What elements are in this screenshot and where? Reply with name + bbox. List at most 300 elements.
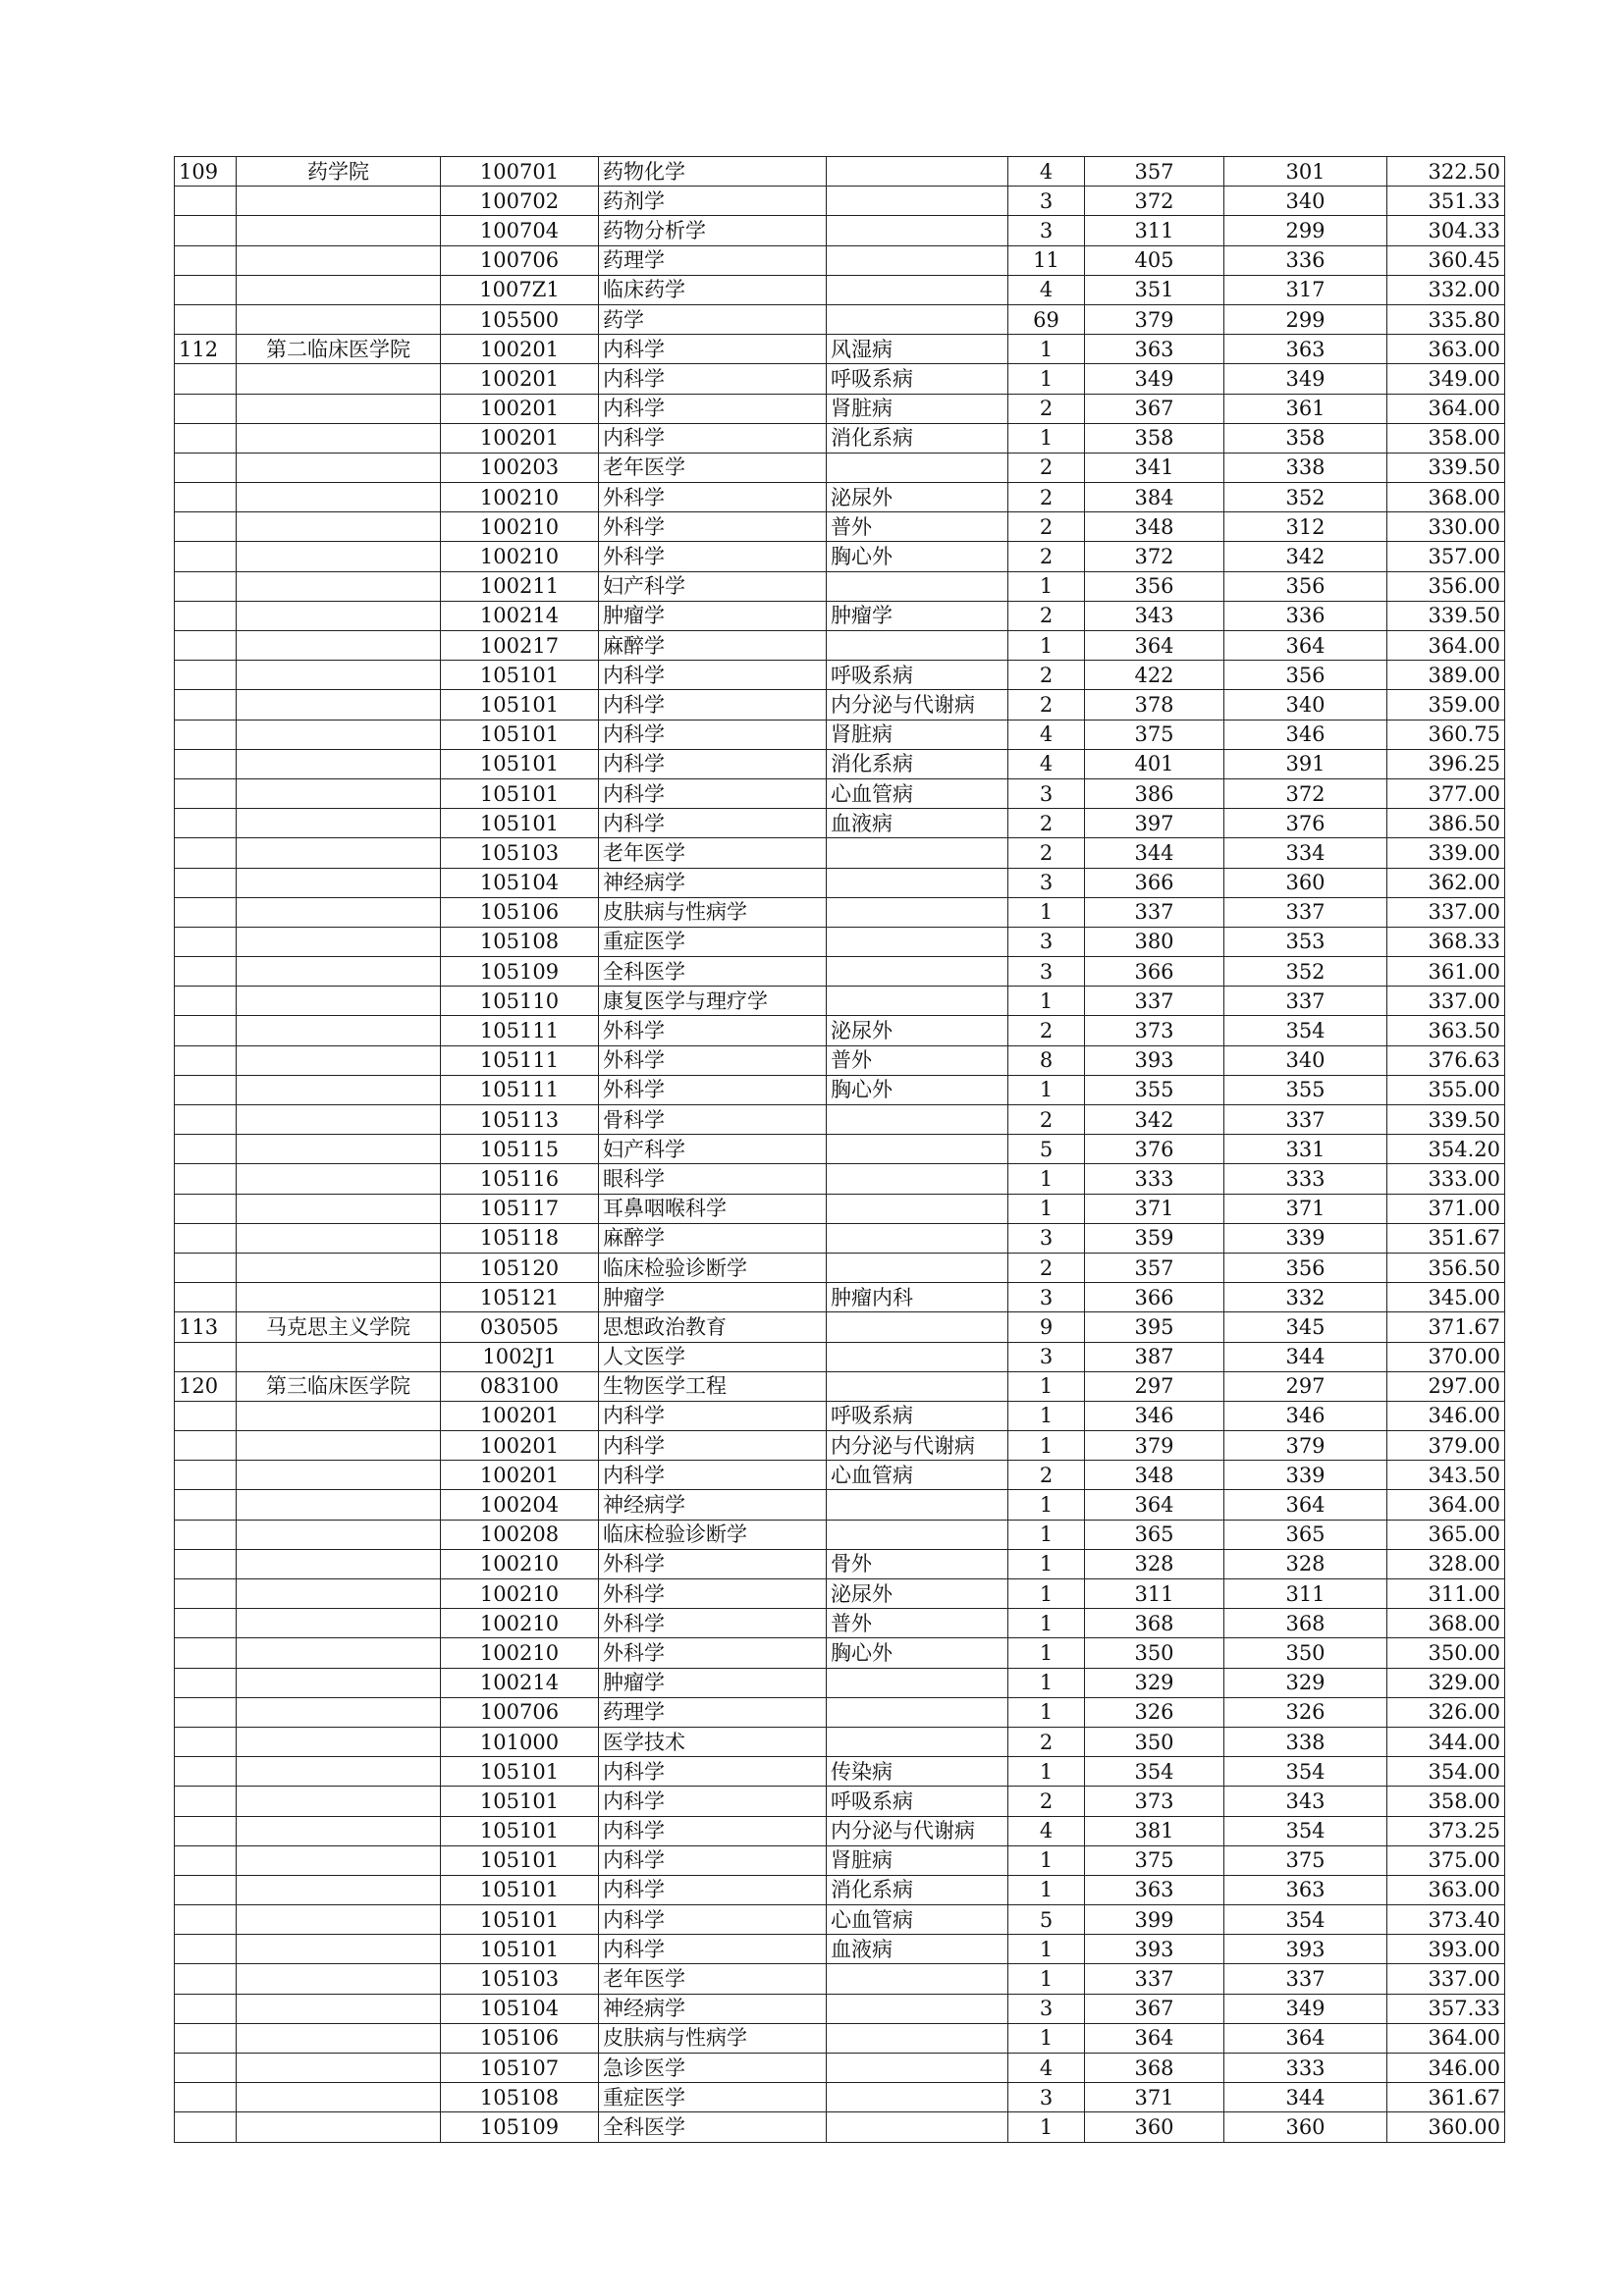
college-name-cell bbox=[237, 216, 441, 245]
min-score-cell: 337 bbox=[1224, 987, 1387, 1016]
college-code-cell bbox=[175, 304, 237, 334]
max-score-cell: 422 bbox=[1085, 661, 1224, 690]
max-score-cell: 376 bbox=[1085, 1135, 1224, 1164]
college-code-cell bbox=[175, 720, 237, 749]
college-code-cell bbox=[175, 749, 237, 778]
table-row bbox=[175, 1490, 1505, 1520]
major-code-cell: 105101 bbox=[441, 1935, 599, 1964]
major-code-cell: 105101 bbox=[441, 661, 599, 690]
table-row bbox=[175, 1935, 1505, 1964]
college-code-cell bbox=[175, 778, 237, 808]
major-code-cell: 100214 bbox=[441, 601, 599, 630]
max-score-cell: 368 bbox=[1085, 1609, 1224, 1638]
average-score-cell: 329.00 bbox=[1387, 1668, 1505, 1697]
major-name-cell: 内科学 bbox=[599, 335, 827, 364]
research-direction-cell bbox=[827, 1105, 1008, 1135]
major-name-cell: 妇产科学 bbox=[599, 1135, 827, 1164]
research-direction-cell bbox=[827, 987, 1008, 1016]
research-direction-cell bbox=[827, 897, 1008, 927]
college-name-cell bbox=[237, 631, 441, 661]
admitted-count-cell: 3 bbox=[1008, 1223, 1085, 1253]
college-code-cell bbox=[175, 2083, 237, 2112]
college-code-cell bbox=[175, 1697, 237, 1727]
table-row bbox=[175, 1461, 1505, 1490]
major-code-cell: 105101 bbox=[441, 749, 599, 778]
table-row bbox=[175, 1727, 1505, 1756]
research-direction-cell: 风湿病 bbox=[827, 335, 1008, 364]
college-name-cell bbox=[237, 1283, 441, 1312]
major-name-cell: 老年医学 bbox=[599, 1964, 827, 1994]
table-row bbox=[175, 245, 1505, 275]
major-name-cell: 内科学 bbox=[599, 778, 827, 808]
college-name-cell bbox=[237, 720, 441, 749]
major-name-cell: 重症医学 bbox=[599, 2083, 827, 2112]
major-code-cell: 105120 bbox=[441, 1253, 599, 1282]
table-row bbox=[175, 897, 1505, 927]
major-name-cell: 临床药学 bbox=[599, 275, 827, 304]
college-code-cell bbox=[175, 1223, 237, 1253]
admitted-count-cell: 1 bbox=[1008, 1579, 1085, 1609]
average-score-cell: 356.00 bbox=[1387, 571, 1505, 601]
college-name-cell bbox=[237, 1697, 441, 1727]
major-name-cell: 药物化学 bbox=[599, 157, 827, 187]
table-row bbox=[175, 364, 1505, 394]
research-direction-cell: 肾脏病 bbox=[827, 720, 1008, 749]
college-code-cell bbox=[175, 2054, 237, 2083]
admitted-count-cell: 2 bbox=[1008, 1787, 1085, 1816]
average-score-cell: 373.25 bbox=[1387, 1816, 1505, 1845]
average-score-cell: 362.00 bbox=[1387, 868, 1505, 897]
max-score-cell: 360 bbox=[1085, 2112, 1224, 2142]
max-score-cell: 378 bbox=[1085, 690, 1224, 720]
research-direction-cell bbox=[827, 275, 1008, 304]
college-code-cell bbox=[175, 1935, 237, 1964]
major-name-cell: 皮肤病与性病学 bbox=[599, 897, 827, 927]
major-name-cell: 生物医学工程 bbox=[599, 1371, 827, 1401]
min-score-cell: 346 bbox=[1224, 720, 1387, 749]
research-direction-cell: 呼吸系病 bbox=[827, 1787, 1008, 1816]
research-direction-cell: 胸心外 bbox=[827, 1075, 1008, 1104]
college-code-cell bbox=[175, 187, 237, 216]
major-name-cell: 内科学 bbox=[599, 394, 827, 423]
max-score-cell: 363 bbox=[1085, 335, 1224, 364]
college-code-cell: 113 bbox=[175, 1312, 237, 1342]
college-code-cell bbox=[175, 1490, 237, 1520]
admitted-count-cell: 1 bbox=[1008, 1549, 1085, 1578]
average-score-cell: 337.00 bbox=[1387, 897, 1505, 927]
research-direction-cell bbox=[827, 838, 1008, 868]
admitted-count-cell: 69 bbox=[1008, 304, 1085, 334]
major-code-cell: 100702 bbox=[441, 187, 599, 216]
research-direction-cell: 泌尿外 bbox=[827, 483, 1008, 512]
college-code-cell bbox=[175, 661, 237, 690]
table-row bbox=[175, 720, 1505, 749]
college-name-cell bbox=[237, 1431, 441, 1461]
research-direction-cell: 内分泌与代谢病 bbox=[827, 690, 1008, 720]
college-code-cell bbox=[175, 1520, 237, 1549]
average-score-cell: 376.63 bbox=[1387, 1045, 1505, 1075]
min-score-cell: 344 bbox=[1224, 2083, 1387, 2112]
min-score-cell: 331 bbox=[1224, 1135, 1387, 1164]
min-score-cell: 326 bbox=[1224, 1697, 1387, 1727]
research-direction-cell: 泌尿外 bbox=[827, 1579, 1008, 1609]
college-name-cell bbox=[237, 275, 441, 304]
admitted-count-cell: 3 bbox=[1008, 1283, 1085, 1312]
admitted-count-cell: 2 bbox=[1008, 542, 1085, 571]
min-score-cell: 371 bbox=[1224, 1194, 1387, 1223]
college-name-cell bbox=[237, 749, 441, 778]
college-name-cell bbox=[237, 1549, 441, 1578]
research-direction-cell bbox=[827, 1223, 1008, 1253]
research-direction-cell bbox=[827, 1994, 1008, 2023]
major-name-cell: 全科医学 bbox=[599, 2112, 827, 2142]
min-score-cell: 350 bbox=[1224, 1638, 1387, 1668]
major-name-cell: 临床检验诊断学 bbox=[599, 1520, 827, 1549]
admitted-count-cell: 1 bbox=[1008, 987, 1085, 1016]
average-score-cell: 346.00 bbox=[1387, 1401, 1505, 1430]
average-score-cell: 364.00 bbox=[1387, 1490, 1505, 1520]
research-direction-cell: 骨外 bbox=[827, 1549, 1008, 1578]
average-score-cell: 339.00 bbox=[1387, 838, 1505, 868]
college-code-cell bbox=[175, 1461, 237, 1490]
average-score-cell: 346.00 bbox=[1387, 2054, 1505, 2083]
research-direction-cell: 血液病 bbox=[827, 809, 1008, 838]
average-score-cell: 349.00 bbox=[1387, 364, 1505, 394]
college-name-cell bbox=[237, 1964, 441, 1994]
admitted-count-cell: 1 bbox=[1008, 1164, 1085, 1194]
college-name-cell: 马克思主义学院 bbox=[237, 1312, 441, 1342]
major-code-cell: 105108 bbox=[441, 927, 599, 956]
max-score-cell: 363 bbox=[1085, 1875, 1224, 1904]
table-row bbox=[175, 1135, 1505, 1164]
college-name-cell bbox=[237, 1668, 441, 1697]
admitted-count-cell: 3 bbox=[1008, 2083, 1085, 2112]
max-score-cell: 348 bbox=[1085, 1461, 1224, 1490]
average-score-cell: 377.00 bbox=[1387, 778, 1505, 808]
college-name-cell bbox=[237, 778, 441, 808]
average-score-cell: 361.67 bbox=[1387, 2083, 1505, 2112]
admitted-count-cell: 1 bbox=[1008, 631, 1085, 661]
table-row bbox=[175, 512, 1505, 542]
min-score-cell: 372 bbox=[1224, 778, 1387, 808]
admitted-count-cell: 1 bbox=[1008, 1697, 1085, 1727]
average-score-cell: 371.00 bbox=[1387, 1194, 1505, 1223]
research-direction-cell bbox=[827, 1194, 1008, 1223]
college-name-cell bbox=[237, 1164, 441, 1194]
research-direction-cell bbox=[827, 2083, 1008, 2112]
research-direction-cell bbox=[827, 868, 1008, 897]
average-score-cell: 311.00 bbox=[1387, 1579, 1505, 1609]
min-score-cell: 342 bbox=[1224, 542, 1387, 571]
min-score-cell: 333 bbox=[1224, 2054, 1387, 2083]
major-name-cell: 妇产科学 bbox=[599, 571, 827, 601]
min-score-cell: 301 bbox=[1224, 157, 1387, 187]
major-name-cell: 康复医学与理疗学 bbox=[599, 987, 827, 1016]
average-score-cell: 364.00 bbox=[1387, 631, 1505, 661]
min-score-cell: 354 bbox=[1224, 1816, 1387, 1845]
major-code-cell: 100210 bbox=[441, 542, 599, 571]
major-code-cell: 105101 bbox=[441, 778, 599, 808]
major-code-cell: 100201 bbox=[441, 394, 599, 423]
college-code-cell bbox=[175, 601, 237, 630]
min-score-cell: 339 bbox=[1224, 1223, 1387, 1253]
major-name-cell: 药理学 bbox=[599, 245, 827, 275]
college-code-cell bbox=[175, 1105, 237, 1135]
min-score-cell: 345 bbox=[1224, 1312, 1387, 1342]
admitted-count-cell: 1 bbox=[1008, 897, 1085, 927]
research-direction-cell bbox=[827, 304, 1008, 334]
average-score-cell: 358.00 bbox=[1387, 423, 1505, 453]
college-code-cell bbox=[175, 1194, 237, 1223]
major-code-cell: 100217 bbox=[441, 631, 599, 661]
major-name-cell: 药剂学 bbox=[599, 187, 827, 216]
min-score-cell: 344 bbox=[1224, 1342, 1387, 1371]
min-score-cell: 360 bbox=[1224, 2112, 1387, 2142]
major-name-cell: 内科学 bbox=[599, 1431, 827, 1461]
research-direction-cell: 肿瘤内科 bbox=[827, 1283, 1008, 1312]
table-row bbox=[175, 1253, 1505, 1282]
admitted-count-cell: 3 bbox=[1008, 957, 1085, 987]
college-name-cell bbox=[237, 838, 441, 868]
min-score-cell: 379 bbox=[1224, 1431, 1387, 1461]
min-score-cell: 364 bbox=[1224, 631, 1387, 661]
table-row bbox=[175, 1787, 1505, 1816]
table-row bbox=[175, 1075, 1505, 1104]
college-name-cell bbox=[237, 1609, 441, 1638]
college-code-cell bbox=[175, 1668, 237, 1697]
major-name-cell: 内科学 bbox=[599, 690, 827, 720]
table-row bbox=[175, 1549, 1505, 1578]
college-code-cell bbox=[175, 1579, 237, 1609]
average-score-cell: 354.20 bbox=[1387, 1135, 1505, 1164]
admitted-count-cell: 1 bbox=[1008, 335, 1085, 364]
average-score-cell: 379.00 bbox=[1387, 1431, 1505, 1461]
college-name-cell bbox=[237, 1105, 441, 1135]
major-code-cell: 105117 bbox=[441, 1194, 599, 1223]
table-row bbox=[175, 1045, 1505, 1075]
admitted-count-cell: 1 bbox=[1008, 1075, 1085, 1104]
major-code-cell: 105111 bbox=[441, 1075, 599, 1104]
table-row bbox=[175, 1164, 1505, 1194]
major-code-cell: 100201 bbox=[441, 1431, 599, 1461]
major-code-cell: 101000 bbox=[441, 1727, 599, 1756]
max-score-cell: 371 bbox=[1085, 2083, 1224, 2112]
table-row bbox=[175, 2083, 1505, 2112]
major-code-cell: 100210 bbox=[441, 1549, 599, 1578]
table-row bbox=[175, 1964, 1505, 1994]
table-row bbox=[175, 394, 1505, 423]
admitted-count-cell: 8 bbox=[1008, 1045, 1085, 1075]
table-row bbox=[175, 2054, 1505, 2083]
major-name-cell: 内科学 bbox=[599, 1757, 827, 1787]
max-score-cell: 342 bbox=[1085, 1105, 1224, 1135]
min-score-cell: 340 bbox=[1224, 1045, 1387, 1075]
table-row bbox=[175, 216, 1505, 245]
admitted-count-cell: 2 bbox=[1008, 512, 1085, 542]
college-name-cell bbox=[237, 868, 441, 897]
admitted-count-cell: 1 bbox=[1008, 1371, 1085, 1401]
college-name-cell bbox=[237, 1816, 441, 1845]
major-name-cell: 全科医学 bbox=[599, 957, 827, 987]
college-code-cell bbox=[175, 1905, 237, 1935]
major-code-cell: 100210 bbox=[441, 483, 599, 512]
min-score-cell: 338 bbox=[1224, 1727, 1387, 1756]
major-code-cell: 105109 bbox=[441, 2112, 599, 2142]
table-row bbox=[175, 809, 1505, 838]
admitted-count-cell: 1 bbox=[1008, 1964, 1085, 1994]
max-score-cell: 373 bbox=[1085, 1016, 1224, 1045]
major-code-cell: 100210 bbox=[441, 512, 599, 542]
min-score-cell: 340 bbox=[1224, 690, 1387, 720]
major-name-cell: 内科学 bbox=[599, 1816, 827, 1845]
college-code-cell bbox=[175, 1994, 237, 2023]
average-score-cell: 386.50 bbox=[1387, 809, 1505, 838]
college-name-cell bbox=[237, 394, 441, 423]
average-score-cell: 357.00 bbox=[1387, 542, 1505, 571]
table-row bbox=[175, 1431, 1505, 1461]
table-row bbox=[175, 2023, 1505, 2053]
college-name-cell bbox=[237, 245, 441, 275]
major-name-cell: 内科学 bbox=[599, 1461, 827, 1490]
average-score-cell: 339.50 bbox=[1387, 453, 1505, 482]
major-name-cell: 内科学 bbox=[599, 1935, 827, 1964]
major-name-cell: 内科学 bbox=[599, 423, 827, 453]
research-direction-cell: 泌尿外 bbox=[827, 1016, 1008, 1045]
major-name-cell: 老年医学 bbox=[599, 453, 827, 482]
admitted-count-cell: 5 bbox=[1008, 1135, 1085, 1164]
major-code-cell: 100214 bbox=[441, 1668, 599, 1697]
admitted-count-cell: 1 bbox=[1008, 1935, 1085, 1964]
average-score-cell: 396.25 bbox=[1387, 749, 1505, 778]
major-code-cell: 105104 bbox=[441, 1994, 599, 2023]
table-row bbox=[175, 778, 1505, 808]
average-score-cell: 368.33 bbox=[1387, 927, 1505, 956]
college-name-cell bbox=[237, 897, 441, 927]
major-code-cell: 100208 bbox=[441, 1520, 599, 1549]
major-code-cell: 100210 bbox=[441, 1579, 599, 1609]
min-score-cell: 334 bbox=[1224, 838, 1387, 868]
college-name-cell bbox=[237, 1727, 441, 1756]
min-score-cell: 364 bbox=[1224, 1490, 1387, 1520]
average-score-cell: 370.00 bbox=[1387, 1342, 1505, 1371]
admitted-count-cell: 11 bbox=[1008, 245, 1085, 275]
min-score-cell: 360 bbox=[1224, 868, 1387, 897]
admitted-count-cell: 1 bbox=[1008, 2023, 1085, 2053]
college-code-cell bbox=[175, 987, 237, 1016]
college-name-cell bbox=[237, 1579, 441, 1609]
min-score-cell: 329 bbox=[1224, 1668, 1387, 1697]
table-row bbox=[175, 187, 1505, 216]
admitted-count-cell: 1 bbox=[1008, 364, 1085, 394]
max-score-cell: 373 bbox=[1085, 1787, 1224, 1816]
min-score-cell: 361 bbox=[1224, 394, 1387, 423]
table-row bbox=[175, 1579, 1505, 1609]
major-code-cell: 105500 bbox=[441, 304, 599, 334]
college-name-cell bbox=[237, 483, 441, 512]
major-name-cell: 外科学 bbox=[599, 1075, 827, 1104]
average-score-cell: 368.00 bbox=[1387, 1609, 1505, 1638]
college-code-cell bbox=[175, 838, 237, 868]
research-direction-cell bbox=[827, 631, 1008, 661]
college-code-cell bbox=[175, 957, 237, 987]
table-row bbox=[175, 275, 1505, 304]
major-code-cell: 105111 bbox=[441, 1016, 599, 1045]
college-code-cell bbox=[175, 1135, 237, 1164]
major-name-cell: 皮肤病与性病学 bbox=[599, 2023, 827, 2053]
table-row bbox=[175, 1283, 1505, 1312]
min-score-cell: 391 bbox=[1224, 749, 1387, 778]
major-code-cell: 105101 bbox=[441, 1757, 599, 1787]
table-row bbox=[175, 1312, 1505, 1342]
major-code-cell: 100706 bbox=[441, 1697, 599, 1727]
table-row bbox=[175, 1520, 1505, 1549]
average-score-cell: 368.00 bbox=[1387, 483, 1505, 512]
max-score-cell: 375 bbox=[1085, 720, 1224, 749]
admitted-count-cell: 1 bbox=[1008, 1609, 1085, 1638]
max-score-cell: 366 bbox=[1085, 868, 1224, 897]
table-row bbox=[175, 1016, 1505, 1045]
major-code-cell: 105104 bbox=[441, 868, 599, 897]
max-score-cell: 328 bbox=[1085, 1549, 1224, 1578]
average-score-cell: 393.00 bbox=[1387, 1935, 1505, 1964]
table-row bbox=[175, 957, 1505, 987]
college-name-cell bbox=[237, 1994, 441, 2023]
average-score-cell: 361.00 bbox=[1387, 957, 1505, 987]
admitted-count-cell: 1 bbox=[1008, 571, 1085, 601]
admitted-count-cell: 2 bbox=[1008, 838, 1085, 868]
major-code-cell: 105101 bbox=[441, 1905, 599, 1935]
average-score-cell: 326.00 bbox=[1387, 1697, 1505, 1727]
college-name-cell bbox=[237, 1461, 441, 1490]
major-code-cell: 105107 bbox=[441, 2054, 599, 2083]
average-score-cell: 337.00 bbox=[1387, 1964, 1505, 1994]
admitted-count-cell: 3 bbox=[1008, 1342, 1085, 1371]
admitted-count-cell: 1 bbox=[1008, 1845, 1085, 1875]
college-name-cell bbox=[237, 512, 441, 542]
research-direction-cell: 心血管病 bbox=[827, 1905, 1008, 1935]
min-score-cell: 312 bbox=[1224, 512, 1387, 542]
college-name-cell bbox=[237, 542, 441, 571]
research-direction-cell bbox=[827, 2112, 1008, 2142]
college-name-cell bbox=[237, 453, 441, 482]
research-direction-cell bbox=[827, 1697, 1008, 1727]
college-code-cell bbox=[175, 1253, 237, 1282]
college-code-cell bbox=[175, 216, 237, 245]
max-score-cell: 356 bbox=[1085, 571, 1224, 601]
max-score-cell: 381 bbox=[1085, 1816, 1224, 1845]
research-direction-cell bbox=[827, 957, 1008, 987]
research-direction-cell: 肾脏病 bbox=[827, 394, 1008, 423]
college-code-cell bbox=[175, 1816, 237, 1845]
major-name-cell: 药学 bbox=[599, 304, 827, 334]
major-code-cell: 105106 bbox=[441, 2023, 599, 2053]
min-score-cell: 352 bbox=[1224, 483, 1387, 512]
college-code-cell bbox=[175, 1727, 237, 1756]
max-score-cell: 379 bbox=[1085, 1431, 1224, 1461]
college-name-cell bbox=[237, 1342, 441, 1371]
college-code-cell bbox=[175, 1045, 237, 1075]
major-name-cell: 内科学 bbox=[599, 720, 827, 749]
table-row bbox=[175, 1816, 1505, 1845]
major-name-cell: 外科学 bbox=[599, 1016, 827, 1045]
research-direction-cell bbox=[827, 1253, 1008, 1282]
max-score-cell: 350 bbox=[1085, 1638, 1224, 1668]
table-row bbox=[175, 631, 1505, 661]
min-score-cell: 354 bbox=[1224, 1757, 1387, 1787]
college-name-cell bbox=[237, 364, 441, 394]
college-name-cell bbox=[237, 1935, 441, 1964]
college-name-cell bbox=[237, 1016, 441, 1045]
